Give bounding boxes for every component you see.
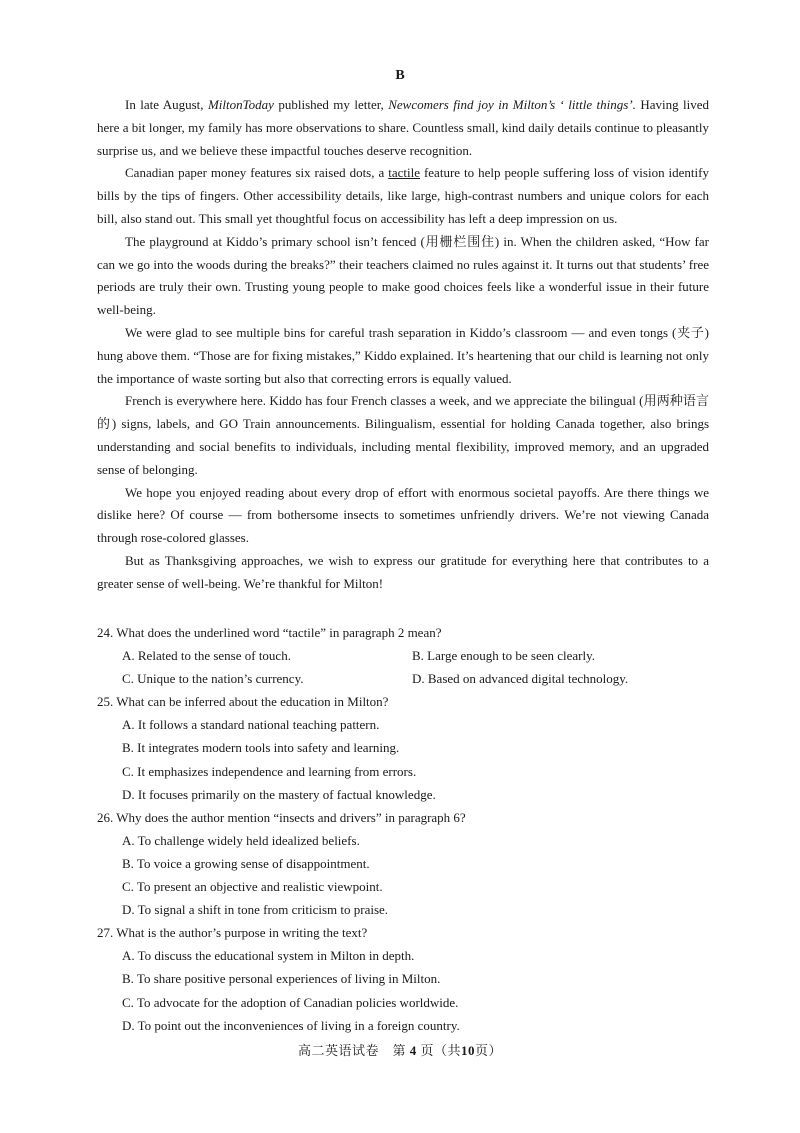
question-26 <box>97 806 709 921</box>
option-a[interactable]: A. To challenge widely held idealized beliefs. <box>122 832 360 848</box>
question-stem: 26. Why does the author mention “insects and drivers” in paragraph 6? <box>97 809 466 825</box>
page-number: 4 <box>409 1043 417 1058</box>
paragraph-4: We were glad to see multiple bins for careful trash separation in Kiddo’s classroom — and even tongs (夹子) hung above them. “Those are for fixing mistakes,” Kiddo explained. It’s heartening that our child is learning not only the importance of waste sorting but also that correcting errors is equally valued. <box>97 324 709 386</box>
newspaper-name: MiltonToday <box>207 97 274 112</box>
option-a[interactable]: A. It follows a standard national teaching pattern. <box>122 717 380 733</box>
option-d[interactable]: D. To point out the inconveniences of living in a foreign country. <box>122 1017 460 1033</box>
question-stem: 24. What does the underlined word “tactile” in paragraph 2 mean? <box>97 625 442 640</box>
underlined-word-tactile: tactile <box>388 165 420 181</box>
option-c[interactable]: C. To present an objective and realistic viewpoint. <box>122 879 383 895</box>
paragraph-1: In late August, MiltonToday published my letter, Newcomers find joy in Milton’s ‘ little things’. Having lived here a bit longer, my family has more observations to share. Countless small, kind daily details continue to pleasantly surprise us, and we believe these impactful touches deserve recognition. <box>97 97 710 158</box>
question-stem: 25. What can be inferred about the education in Milton? <box>97 694 389 710</box>
option-a[interactable]: A. Related to the sense of touch. <box>122 648 291 664</box>
option-a[interactable]: A. To discuss the educational system in Milton in depth. <box>122 948 415 964</box>
paragraph-5: French is everywhere here. Kiddo has four French classes a week, and we appreciate the bilingual (用两种语言的) signs, labels, and GO Train announcements. Bilingualism, essential for holding Canada together, also brings understanding and social benefits to individuals, including mental flexibility, improved memory, and an upgraded sense of belonging. <box>97 393 709 477</box>
question-25 <box>97 690 709 805</box>
paragraph-6: We hope you enjoyed reading about every drop of effort with enormous societal payoffs. Are there things we dislike here? Of course — from bothersome insects to sometimes unfriendly drivers. We’re not viewing Canada through rose-colored glasses. <box>97 484 709 546</box>
option-c[interactable]: C. It emphasizes independence and learning from errors. <box>122 763 417 779</box>
option-d[interactable]: D. Based on advanced digital technology. <box>412 671 629 687</box>
letter-title: Newcomers find joy in Milton’s ‘ little things’. <box>388 97 636 112</box>
option-b[interactable]: B. To voice a growing sense of disappointment. <box>122 855 370 871</box>
option-c[interactable]: C. To advocate for the adoption of Canadian policies worldwide. <box>122 994 459 1010</box>
option-b[interactable]: B. Large enough to be seen clearly. <box>412 648 596 664</box>
option-b[interactable]: B. To share positive personal experiences of living in Milton. <box>122 971 441 987</box>
option-d[interactable]: D. To signal a shift in tone from criticism to praise. <box>122 902 389 918</box>
question-27 <box>97 921 709 1036</box>
paragraph-7: But as Thanksgiving approaches, we wish to express our gratitude for everything here that contributes to a greater sense of well-being. We’re thankful for Milton! <box>97 552 709 591</box>
paragraph-2: Canadian paper money features six raised dots, a tactile feature to help people suffering loss of vision identify bills by the tips of fingers. Other accessibility details, like large, high-contrast numbers and unique colors for each bill, also stand out. This small yet thoughtful focus on accessibility has left a deep impression on us. <box>97 165 709 226</box>
page-footer: 高二英语试卷 第 4 页（共10页） <box>297 1043 503 1058</box>
option-c[interactable]: C. Unique to the nation’s currency. <box>122 671 304 687</box>
question-stem: 27. What is the author’s purpose in writing the text? <box>97 925 368 941</box>
question-24 <box>97 621 709 690</box>
option-b[interactable]: B. It integrates modern tools into safety and learning. <box>122 740 400 756</box>
section-title: B <box>395 68 405 83</box>
option-d[interactable]: D. It focuses primarily on the mastery of factual knowledge. <box>122 786 436 802</box>
reading-passage <box>97 94 709 596</box>
question-list <box>97 621 709 1037</box>
paragraph-3: The playground at Kiddo’s primary school isn’t fenced (用栅栏围住) in. When the children asked, “How far can we go into the woods during the breaks?” their teachers claimed no rules against it. It turns out that students’ free periods are truly their own. Trusting young people to make good choices feels like a wonderful issue in their future well-being. <box>97 233 709 318</box>
total-pages: 10 <box>461 1043 475 1058</box>
